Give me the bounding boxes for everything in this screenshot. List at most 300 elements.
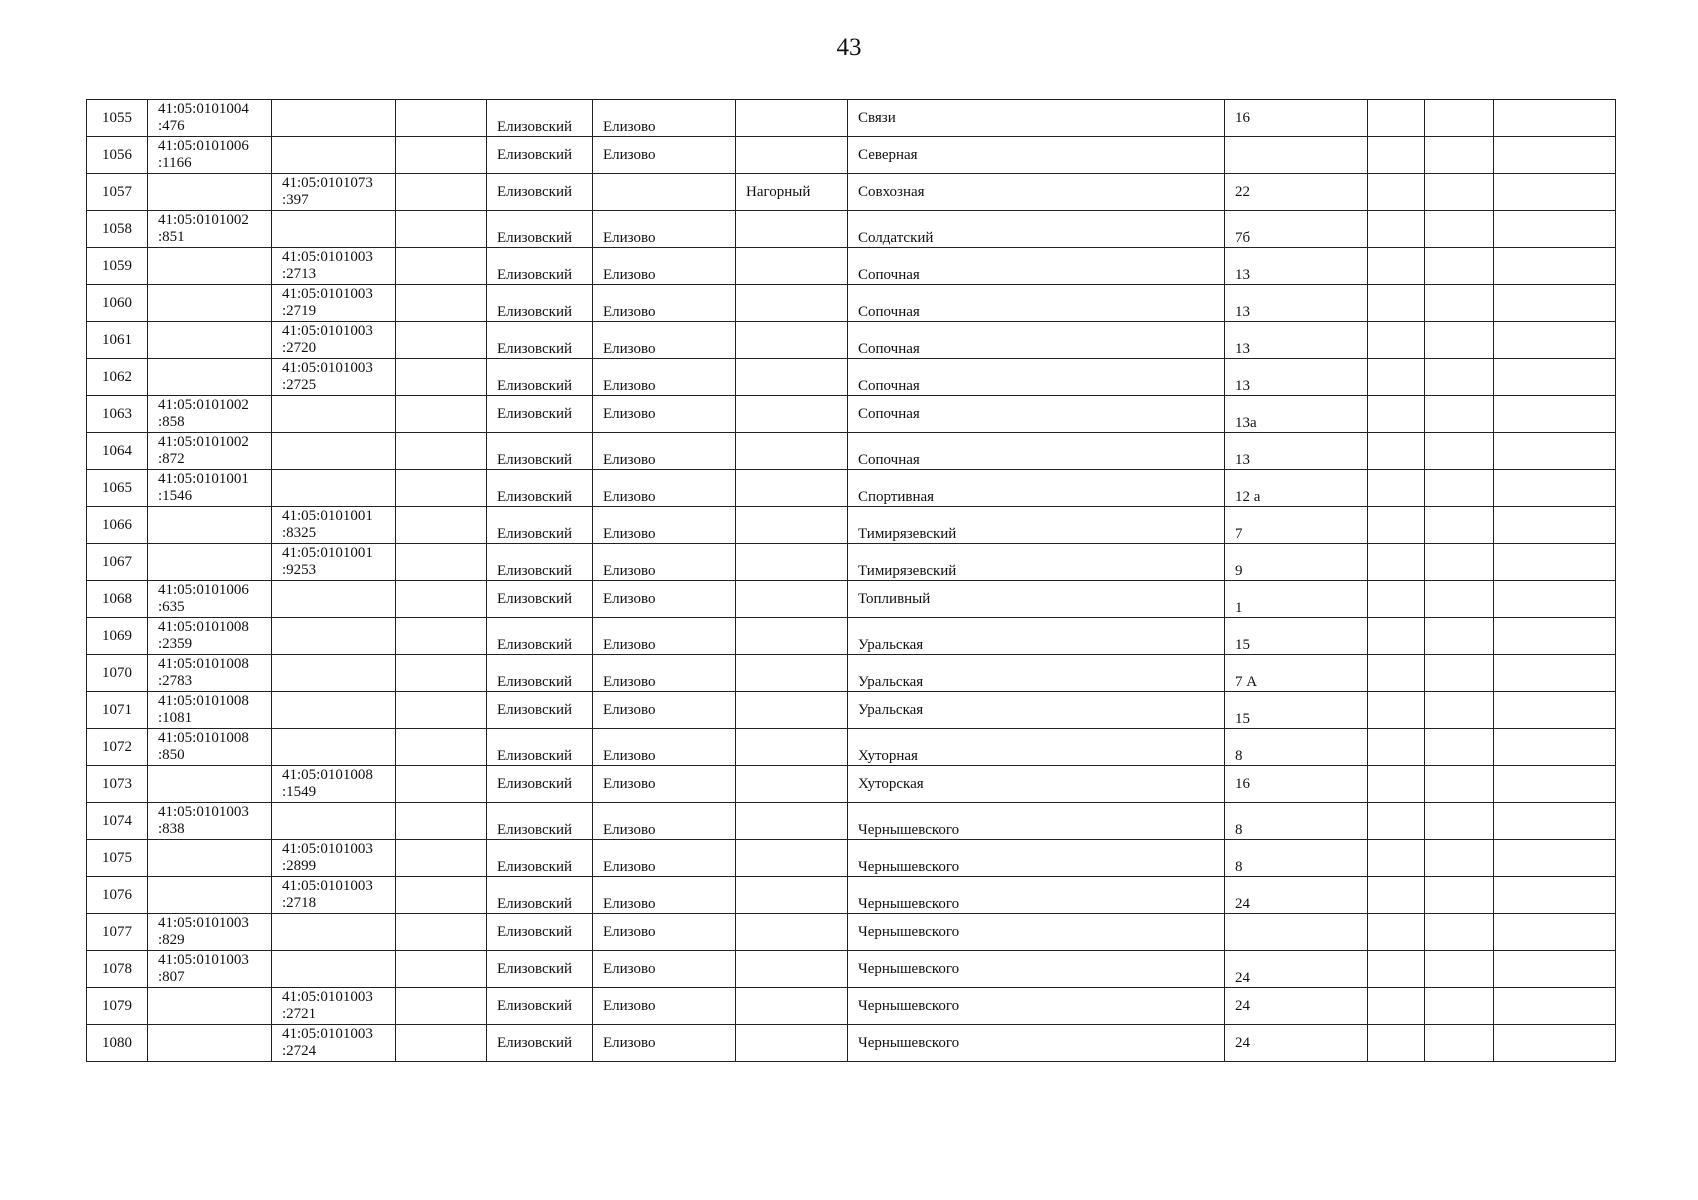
cadastral-number-building-cell — [272, 433, 396, 470]
empty-cell — [1425, 581, 1494, 618]
cadastral-number-land-cell: 41:05:0101008 :2783 — [148, 655, 272, 692]
city-cell: Елизово — [593, 100, 736, 137]
empty-cell — [1494, 729, 1616, 766]
row-number-cell: 1064 — [87, 433, 148, 470]
empty-cell — [1494, 877, 1616, 914]
empty-cell — [1368, 581, 1425, 618]
district-cell: Елизовский — [487, 470, 593, 507]
district-cell: Елизовский — [487, 100, 593, 137]
settlement-cell — [736, 655, 848, 692]
table-row — [87, 174, 1616, 211]
cadastral-number-land-cell — [148, 544, 272, 581]
city-cell: Елизово — [593, 285, 736, 322]
house-number-cell: 22 — [1225, 174, 1368, 211]
district-cell: Елизовский — [487, 359, 593, 396]
row-number-cell: 1055 — [87, 100, 148, 137]
empty-cell — [1425, 285, 1494, 322]
settlement-cell — [736, 359, 848, 396]
settlement-cell — [736, 1025, 848, 1062]
empty-cell — [1494, 1025, 1616, 1062]
empty-cell — [1494, 322, 1616, 359]
district-cell: Елизовский — [487, 840, 593, 877]
cadastral-number-building-cell: 41:05:0101003 :2720 — [272, 322, 396, 359]
cadastral-number-land-cell — [148, 766, 272, 803]
row-number-cell: 1076 — [87, 877, 148, 914]
empty-cell — [1494, 951, 1616, 988]
house-number-cell: 24 — [1225, 988, 1368, 1025]
row-number-cell: 1077 — [87, 914, 148, 951]
empty-cell — [1368, 137, 1425, 174]
cadastral-number-building-cell — [272, 211, 396, 248]
house-number-cell: 13 — [1225, 248, 1368, 285]
empty-cell — [1368, 729, 1425, 766]
settlement-cell — [736, 137, 848, 174]
empty-cell — [396, 433, 487, 470]
empty-cell — [1494, 137, 1616, 174]
empty-cell — [1494, 803, 1616, 840]
row-number-cell: 1067 — [87, 544, 148, 581]
house-number-cell: 13 — [1225, 322, 1368, 359]
empty-cell — [1368, 877, 1425, 914]
district-cell: Елизовский — [487, 914, 593, 951]
empty-cell — [396, 100, 487, 137]
street-cell: Сопочная — [848, 248, 1225, 285]
empty-cell — [1494, 581, 1616, 618]
house-number-cell: 24 — [1225, 1025, 1368, 1062]
empty-cell — [1425, 951, 1494, 988]
cadastral-number-building-cell — [272, 655, 396, 692]
empty-cell — [1425, 655, 1494, 692]
district-cell: Елизовский — [487, 951, 593, 988]
street-cell: Чернышевского — [848, 951, 1225, 988]
cadastral-number-land-cell: 41:05:0101002 :851 — [148, 211, 272, 248]
cadastral-number-land-cell: 41:05:0101003 :807 — [148, 951, 272, 988]
empty-cell — [1494, 544, 1616, 581]
row-number-cell: 1079 — [87, 988, 148, 1025]
empty-cell — [1425, 914, 1494, 951]
settlement-cell — [736, 100, 848, 137]
empty-cell — [1425, 803, 1494, 840]
house-number-cell: 8 — [1225, 803, 1368, 840]
table-row — [87, 359, 1616, 396]
empty-cell — [1368, 507, 1425, 544]
district-cell: Елизовский — [487, 581, 593, 618]
street-cell: Совхозная — [848, 174, 1225, 211]
cadastral-number-building-cell — [272, 618, 396, 655]
city-cell: Елизово — [593, 655, 736, 692]
city-cell: Елизово — [593, 470, 736, 507]
cadastral-number-land-cell — [148, 248, 272, 285]
street-cell: Уральская — [848, 618, 1225, 655]
row-number-cell: 1060 — [87, 285, 148, 322]
table-row — [87, 100, 1616, 137]
house-number-cell: 1 — [1225, 581, 1368, 618]
empty-cell — [1425, 544, 1494, 581]
empty-cell — [1368, 470, 1425, 507]
empty-cell — [1368, 322, 1425, 359]
street-cell: Связи — [848, 100, 1225, 137]
cadastral-number-land-cell — [148, 285, 272, 322]
street-cell: Чернышевского — [848, 877, 1225, 914]
district-cell: Елизовский — [487, 988, 593, 1025]
row-number-cell: 1074 — [87, 803, 148, 840]
street-cell: Чернышевского — [848, 988, 1225, 1025]
row-number-cell: 1057 — [87, 174, 148, 211]
row-number-cell: 1065 — [87, 470, 148, 507]
cadastral-number-land-cell: 41:05:0101006 :1166 — [148, 137, 272, 174]
empty-cell — [1368, 285, 1425, 322]
empty-cell — [1425, 137, 1494, 174]
empty-cell — [1368, 544, 1425, 581]
city-cell: Елизово — [593, 359, 736, 396]
row-number-cell: 1062 — [87, 359, 148, 396]
city-cell: Елизово — [593, 433, 736, 470]
street-cell: Сопочная — [848, 359, 1225, 396]
table-row — [87, 877, 1616, 914]
cadastral-number-land-cell: 41:05:0101002 :858 — [148, 396, 272, 433]
cadastral-number-land-cell: 41:05:0101004 :476 — [148, 100, 272, 137]
cadastral-number-building-cell: 41:05:0101008 :1549 — [272, 766, 396, 803]
empty-cell — [396, 359, 487, 396]
empty-cell — [1368, 211, 1425, 248]
empty-cell — [1494, 766, 1616, 803]
empty-cell — [1494, 914, 1616, 951]
empty-cell — [396, 507, 487, 544]
empty-cell — [396, 1025, 487, 1062]
empty-cell — [396, 470, 487, 507]
empty-cell — [1368, 100, 1425, 137]
cadastral-number-building-cell — [272, 951, 396, 988]
city-cell: Елизово — [593, 766, 736, 803]
cadastral-number-building-cell: 41:05:0101003 :2718 — [272, 877, 396, 914]
empty-cell — [1494, 840, 1616, 877]
settlement-cell — [736, 581, 848, 618]
empty-cell — [1368, 248, 1425, 285]
table-row — [87, 618, 1616, 655]
street-cell: Хуторная — [848, 729, 1225, 766]
district-cell: Елизовский — [487, 618, 593, 655]
cadastral-number-building-cell — [272, 803, 396, 840]
empty-cell — [396, 137, 487, 174]
street-cell: Чернышевского — [848, 1025, 1225, 1062]
district-cell: Елизовский — [487, 507, 593, 544]
city-cell: Елизово — [593, 840, 736, 877]
row-number-cell: 1059 — [87, 248, 148, 285]
house-number-cell: 13 — [1225, 433, 1368, 470]
district-cell: Елизовский — [487, 1025, 593, 1062]
table-row — [87, 470, 1616, 507]
district-cell: Елизовский — [487, 137, 593, 174]
empty-cell — [1425, 248, 1494, 285]
cadastral-number-building-cell — [272, 137, 396, 174]
empty-cell — [396, 914, 487, 951]
page-number: 43 — [836, 34, 862, 61]
cadastral-number-building-cell — [272, 914, 396, 951]
settlement-cell — [736, 248, 848, 285]
empty-cell — [1425, 211, 1494, 248]
cadastral-number-building-cell: 41:05:0101003 :2719 — [272, 285, 396, 322]
empty-cell — [396, 211, 487, 248]
cadastral-number-building-cell: 41:05:0101003 :2899 — [272, 840, 396, 877]
row-number-cell: 1068 — [87, 581, 148, 618]
cadastral-number-building-cell: 41:05:0101001 :8325 — [272, 507, 396, 544]
city-cell: Елизово — [593, 137, 736, 174]
cadastral-number-land-cell: 41:05:0101006 :635 — [148, 581, 272, 618]
district-cell: Елизовский — [487, 433, 593, 470]
empty-cell — [1494, 211, 1616, 248]
street-cell: Тимирязевский — [848, 544, 1225, 581]
house-number-cell: 8 — [1225, 840, 1368, 877]
district-cell: Елизовский — [487, 211, 593, 248]
cadastral-number-building-cell: 41:05:0101003 :2725 — [272, 359, 396, 396]
row-number-cell: 1058 — [87, 211, 148, 248]
empty-cell — [1494, 692, 1616, 729]
district-cell: Елизовский — [487, 396, 593, 433]
street-cell: Уральская — [848, 655, 1225, 692]
settlement-cell — [736, 433, 848, 470]
house-number-cell: 13 — [1225, 359, 1368, 396]
house-number-cell: 15 — [1225, 618, 1368, 655]
street-cell: Сопочная — [848, 322, 1225, 359]
empty-cell — [1368, 766, 1425, 803]
cadastral-number-land-cell — [148, 840, 272, 877]
empty-cell — [396, 877, 487, 914]
cadastral-number-building-cell — [272, 581, 396, 618]
table-row — [87, 396, 1616, 433]
city-cell: Елизово — [593, 803, 736, 840]
settlement-cell — [736, 729, 848, 766]
city-cell: Елизово — [593, 877, 736, 914]
row-number-cell: 1056 — [87, 137, 148, 174]
house-number-cell: 15 — [1225, 692, 1368, 729]
empty-cell — [396, 581, 487, 618]
district-cell: Елизовский — [487, 322, 593, 359]
table-row — [87, 914, 1616, 951]
street-cell: Чернышевского — [848, 840, 1225, 877]
empty-cell — [1494, 618, 1616, 655]
cadastral-number-land-cell — [148, 988, 272, 1025]
settlement-cell — [736, 396, 848, 433]
house-number-cell: 7б — [1225, 211, 1368, 248]
city-cell: Елизово — [593, 248, 736, 285]
city-cell: Елизово — [593, 507, 736, 544]
cadastral-number-building-cell — [272, 729, 396, 766]
empty-cell — [1368, 951, 1425, 988]
city-cell: Елизово — [593, 618, 736, 655]
address-registry-table — [86, 99, 1616, 1062]
settlement-cell — [736, 322, 848, 359]
district-cell: Елизовский — [487, 248, 593, 285]
cadastral-number-building-cell: 41:05:0101003 :2713 — [272, 248, 396, 285]
table-row — [87, 137, 1616, 174]
house-number-cell: 16 — [1225, 100, 1368, 137]
city-cell — [593, 174, 736, 211]
settlement-cell — [736, 914, 848, 951]
empty-cell — [396, 803, 487, 840]
district-cell: Елизовский — [487, 803, 593, 840]
house-number-cell: 13а — [1225, 396, 1368, 433]
city-cell: Елизово — [593, 396, 736, 433]
empty-cell — [1494, 988, 1616, 1025]
cadastral-number-building-cell — [272, 470, 396, 507]
row-number-cell: 1078 — [87, 951, 148, 988]
settlement-cell — [736, 692, 848, 729]
settlement-cell — [736, 766, 848, 803]
house-number-cell: 8 — [1225, 729, 1368, 766]
empty-cell — [1494, 433, 1616, 470]
cadastral-number-land-cell: 41:05:0101008 :2359 — [148, 618, 272, 655]
empty-cell — [1425, 433, 1494, 470]
empty-cell — [1425, 359, 1494, 396]
cadastral-number-land-cell — [148, 1025, 272, 1062]
house-number-cell: 9 — [1225, 544, 1368, 581]
empty-cell — [396, 396, 487, 433]
cadastral-number-land-cell: 41:05:0101008 :1081 — [148, 692, 272, 729]
table-row — [87, 1025, 1616, 1062]
row-number-cell: 1066 — [87, 507, 148, 544]
street-cell: Сопочная — [848, 433, 1225, 470]
empty-cell — [396, 544, 487, 581]
table-row — [87, 544, 1616, 581]
cadastral-number-building-cell: 41:05:0101003 :2724 — [272, 1025, 396, 1062]
settlement-cell: Нагорный — [736, 174, 848, 211]
empty-cell — [1368, 840, 1425, 877]
row-number-cell: 1071 — [87, 692, 148, 729]
city-cell: Елизово — [593, 322, 736, 359]
empty-cell — [396, 988, 487, 1025]
empty-cell — [1368, 174, 1425, 211]
empty-cell — [1494, 285, 1616, 322]
district-cell: Елизовский — [487, 285, 593, 322]
row-number-cell: 1070 — [87, 655, 148, 692]
street-cell: Уральская — [848, 692, 1225, 729]
street-cell: Сопочная — [848, 285, 1225, 322]
settlement-cell — [736, 618, 848, 655]
cadastral-number-land-cell: 41:05:0101008 :850 — [148, 729, 272, 766]
street-cell: Сопочная — [848, 396, 1225, 433]
empty-cell — [1425, 988, 1494, 1025]
house-number-cell: 24 — [1225, 951, 1368, 988]
table-row — [87, 766, 1616, 803]
row-number-cell: 1069 — [87, 618, 148, 655]
empty-cell — [396, 840, 487, 877]
cadastral-number-building-cell: 41:05:0101073 :397 — [272, 174, 396, 211]
cadastral-number-land-cell — [148, 359, 272, 396]
district-cell: Елизовский — [487, 655, 593, 692]
district-cell: Елизовский — [487, 729, 593, 766]
table-row — [87, 248, 1616, 285]
cadastral-number-land-cell: 41:05:0101002 :872 — [148, 433, 272, 470]
street-cell: Солдатский — [848, 211, 1225, 248]
district-cell: Елизовский — [487, 692, 593, 729]
city-cell: Елизово — [593, 988, 736, 1025]
street-cell: Чернышевского — [848, 803, 1225, 840]
empty-cell — [396, 766, 487, 803]
empty-cell — [1494, 396, 1616, 433]
settlement-cell — [736, 507, 848, 544]
house-number-cell: 13 — [1225, 285, 1368, 322]
empty-cell — [1494, 655, 1616, 692]
settlement-cell — [736, 470, 848, 507]
table-row — [87, 729, 1616, 766]
empty-cell — [1368, 433, 1425, 470]
table-row — [87, 840, 1616, 877]
settlement-cell — [736, 951, 848, 988]
empty-cell — [1425, 692, 1494, 729]
district-cell: Елизовский — [487, 766, 593, 803]
empty-cell — [396, 248, 487, 285]
table-row — [87, 988, 1616, 1025]
cadastral-number-land-cell — [148, 507, 272, 544]
cadastral-number-land-cell — [148, 322, 272, 359]
table-row — [87, 433, 1616, 470]
row-number-cell: 1072 — [87, 729, 148, 766]
cadastral-number-building-cell — [272, 100, 396, 137]
empty-cell — [396, 692, 487, 729]
empty-cell — [1425, 840, 1494, 877]
settlement-cell — [736, 544, 848, 581]
table-row — [87, 211, 1616, 248]
city-cell: Елизово — [593, 729, 736, 766]
house-number-cell: 7 — [1225, 507, 1368, 544]
house-number-cell: 12 а — [1225, 470, 1368, 507]
settlement-cell — [736, 285, 848, 322]
empty-cell — [1368, 914, 1425, 951]
street-cell: Спортивная — [848, 470, 1225, 507]
empty-cell — [1368, 618, 1425, 655]
house-number-cell — [1225, 137, 1368, 174]
district-cell: Елизовский — [487, 174, 593, 211]
empty-cell — [1425, 618, 1494, 655]
house-number-cell — [1225, 914, 1368, 951]
table-row — [87, 507, 1616, 544]
empty-cell — [1368, 655, 1425, 692]
city-cell: Елизово — [593, 914, 736, 951]
empty-cell — [1494, 174, 1616, 211]
empty-cell — [396, 174, 487, 211]
city-cell: Елизово — [593, 581, 736, 618]
row-number-cell: 1061 — [87, 322, 148, 359]
empty-cell — [1425, 877, 1494, 914]
row-number-cell: 1075 — [87, 840, 148, 877]
table-body — [87, 100, 1616, 1062]
cadastral-number-building-cell — [272, 396, 396, 433]
empty-cell — [1425, 174, 1494, 211]
empty-cell — [396, 951, 487, 988]
table-row — [87, 322, 1616, 359]
empty-cell — [1425, 766, 1494, 803]
street-cell: Северная — [848, 137, 1225, 174]
empty-cell — [1368, 692, 1425, 729]
empty-cell — [396, 655, 487, 692]
cadastral-number-land-cell — [148, 877, 272, 914]
settlement-cell — [736, 988, 848, 1025]
district-cell: Елизовский — [487, 544, 593, 581]
empty-cell — [1425, 396, 1494, 433]
table-row — [87, 285, 1616, 322]
empty-cell — [1425, 1025, 1494, 1062]
cadastral-number-land-cell: 41:05:0101001 :1546 — [148, 470, 272, 507]
empty-cell — [1368, 803, 1425, 840]
settlement-cell — [736, 803, 848, 840]
city-cell: Елизово — [593, 1025, 736, 1062]
empty-cell — [1494, 248, 1616, 285]
empty-cell — [396, 322, 487, 359]
empty-cell — [1425, 507, 1494, 544]
street-cell: Хуторская — [848, 766, 1225, 803]
street-cell: Топливный — [848, 581, 1225, 618]
cadastral-number-building-cell: 41:05:0101001 :9253 — [272, 544, 396, 581]
